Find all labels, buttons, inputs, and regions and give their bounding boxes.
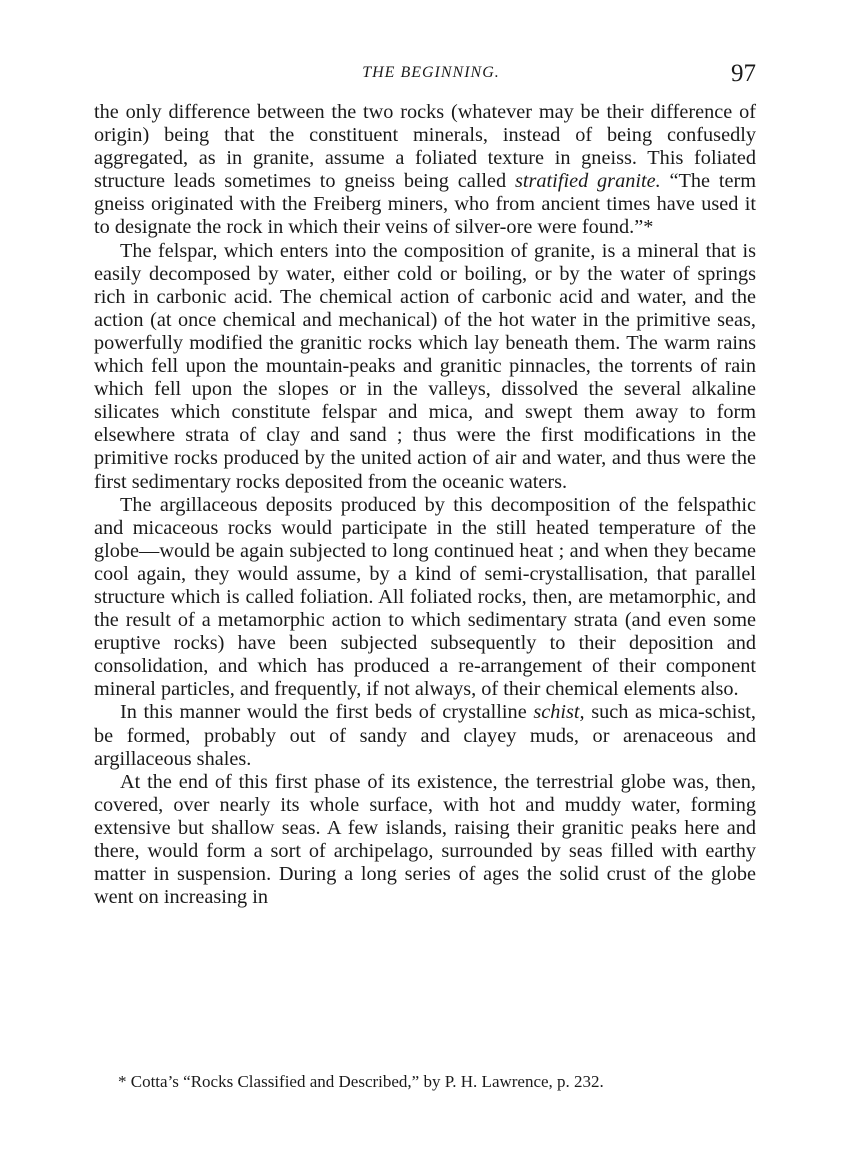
page-number: 97: [731, 60, 756, 87]
footnote: * Cotta’s “Rocks Classified and Described,” by P. H. Lawrence, p. 232.: [118, 1072, 604, 1091]
text-run: The felspar, which enters into the composition of granite, is a mineral that is easily decomposed by water, either cold or boiling, or by the water of springs rich in carbonic acid. The chemical action of carbonic acid and water, and the action (at once chemical and mechanical) of the hot water in the primitive seas, powerfully modified the granitic rocks which lay beneath them. The warm rains which fell upon the mountain-peaks and granitic pinnacles, the torrents of rain which fell upon the slopes or in the valleys, dissolved the several alkaline silicates which constitute felspar and mica, and swept them away to form elsewhere strata of clay and sand ; thus were the first modifications in the primitive rocks produced by the united action of air and water, and thus were the first sedimentary rocks deposited from the oceanic waters.: [94, 239, 756, 493]
paragraph-3: [94, 494, 756, 702]
running-title: THE BEGINNING.: [362, 64, 500, 81]
page: [94, 58, 756, 909]
paragraph-2: [94, 240, 756, 494]
text-run: such as mica-schist, be formed, probably out of sandy and clayey muds, or arenaceous and argillaceous shales.: [94, 701, 757, 770]
text-run: At the end of this first phase of its existence, the terrestrial globe was, then, covered, over nearly its whole surface, with hot and muddy water, forming extensive but shallow seas. A few islands, raising their granitic peaks here and there, would form a sort of archipelago, surrounded by seas filled with earthy matter in suspension. During a long series of ages the solid crust of the globe went on increasing in: [94, 770, 756, 909]
body-text: [94, 101, 756, 909]
paragraph-5: [94, 771, 756, 910]
italic-text-run: stratified granite.: [514, 170, 661, 193]
paragraph-1: [94, 101, 756, 240]
text-run: the only difference between the two rocks (whatever may be their difference of origin) being that the constituent minerals, instead of being confusedly aggregated, as in granite, assume a foliated texture in gneiss. This foliated structure leads sometimes to gneiss being called: [94, 101, 756, 193]
text-run: “The term gneiss originated with the Freiberg miners, who from ancient times have used it to designate the rock in which their veins of silver-ore were found.”*: [94, 170, 757, 239]
text-run: The argillaceous deposits produced by this decomposition of the felspathic and micaceous rocks would participate in the still heated temperature of the globe—would be again subjected to long continued heat ; and when they became cool again, they would assume, by a kind of semi-crystallisation, that parallel structure which is called foliation. All foliated rocks, then, are metamorphic, and the result of a metamorphic action to which sedimentary strata (and even some eruptive rocks) have been subjected subsequently to their deposition and consolidation, and which has produced a re-arrangement of their component mineral particles, and frequently, if not always, of their chemical elements also.: [94, 493, 756, 701]
text-run: In this manner would the first beds of crystalline: [120, 701, 534, 724]
running-head: [94, 58, 756, 92]
paragraph-4: [94, 701, 756, 770]
italic-text-run: schist,: [533, 701, 585, 724]
